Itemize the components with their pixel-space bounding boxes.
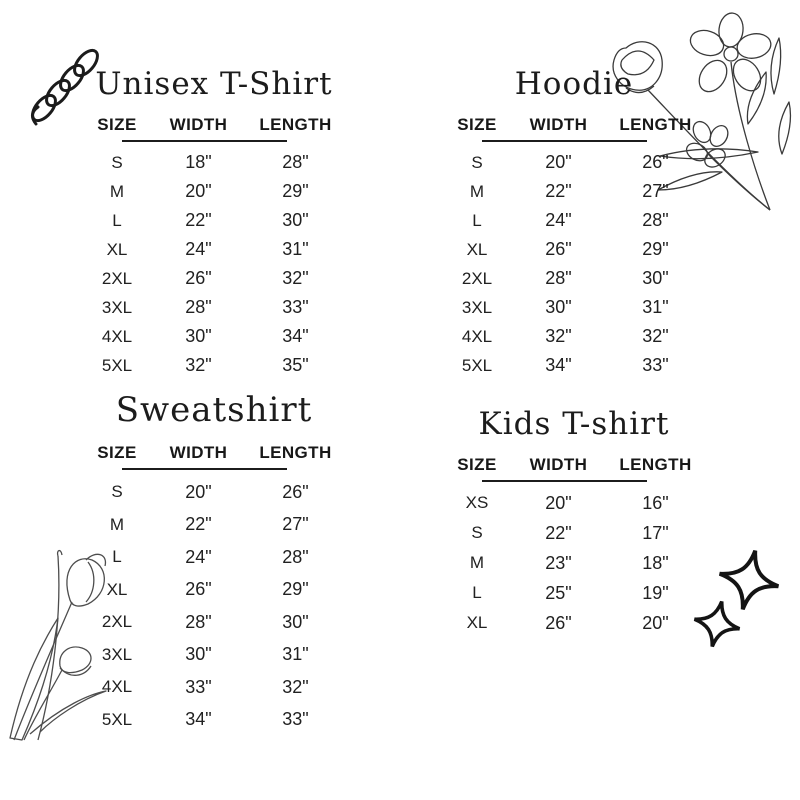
size-cell: XL bbox=[106, 579, 128, 599]
width-cell: 23" bbox=[545, 552, 572, 573]
width-cell: 34" bbox=[185, 709, 212, 730]
length-cell: 27" bbox=[282, 514, 309, 535]
column-header: SIZE bbox=[457, 115, 497, 134]
size-cell: 3XL bbox=[101, 644, 133, 664]
width-cell: 32" bbox=[185, 355, 212, 375]
column-header: LENGTH bbox=[619, 455, 692, 474]
table-title: Sweatshirt bbox=[115, 390, 313, 430]
length-cell: 31" bbox=[282, 239, 309, 259]
width-cell: 30" bbox=[545, 297, 572, 317]
size-cell: 5XL bbox=[101, 709, 133, 729]
width-cell: 26" bbox=[185, 268, 212, 288]
width-cell: 22" bbox=[185, 514, 212, 535]
width-cell: 26" bbox=[545, 612, 572, 633]
width-cell: 28" bbox=[545, 268, 572, 288]
width-cell: 22" bbox=[545, 181, 572, 201]
size-table-hoodie bbox=[444, 64, 704, 380]
width-cell: 20" bbox=[545, 492, 572, 513]
size-cell: M bbox=[469, 553, 485, 572]
size-table-kids-tshirt bbox=[444, 404, 704, 638]
width-cell: 30" bbox=[185, 644, 212, 665]
size-cell: 3XL bbox=[461, 297, 493, 317]
width-cell: 24" bbox=[185, 546, 212, 567]
size-cell: XS bbox=[465, 493, 489, 512]
width-cell: 22" bbox=[185, 210, 212, 230]
width-cell: 20" bbox=[545, 152, 572, 172]
width-cell: 28" bbox=[185, 297, 212, 317]
width-cell: 20" bbox=[185, 481, 212, 502]
size-cell: L bbox=[472, 210, 482, 230]
header-underline bbox=[482, 140, 647, 142]
size-cell: 5XL bbox=[461, 355, 493, 375]
size-cell: S bbox=[471, 523, 483, 542]
width-cell: 26" bbox=[185, 579, 212, 600]
size-cell: 2XL bbox=[101, 612, 133, 632]
size-table bbox=[84, 440, 344, 736]
size-cell: 4XL bbox=[101, 677, 133, 697]
length-cell: 29" bbox=[282, 579, 309, 600]
width-cell: 28" bbox=[185, 611, 212, 632]
length-cell: 27" bbox=[642, 181, 669, 201]
length-cell: 16" bbox=[642, 492, 669, 513]
length-cell: 26" bbox=[282, 481, 309, 502]
length-cell: 26" bbox=[642, 152, 669, 172]
width-cell: 20" bbox=[185, 181, 212, 201]
length-cell: 30" bbox=[282, 611, 309, 632]
size-table-sweatshirt bbox=[84, 388, 344, 736]
column-header: SIZE bbox=[457, 455, 497, 474]
header-underline bbox=[122, 468, 287, 470]
length-cell: 30" bbox=[642, 268, 669, 288]
size-table bbox=[444, 112, 704, 380]
size-cell: M bbox=[109, 514, 125, 534]
header-underline bbox=[482, 480, 647, 482]
length-cell: 29" bbox=[282, 181, 309, 201]
column-header: WIDTH bbox=[529, 115, 588, 134]
size-cell: 2XL bbox=[101, 268, 133, 288]
size-cell: 4XL bbox=[461, 326, 493, 346]
width-cell: 24" bbox=[545, 210, 572, 230]
width-cell: 33" bbox=[185, 676, 212, 697]
column-header: SIZE bbox=[97, 115, 137, 134]
length-cell: 28" bbox=[282, 152, 309, 172]
column-header: LENGTH bbox=[259, 115, 332, 134]
column-header: LENGTH bbox=[259, 443, 332, 462]
table-title: Hoodie bbox=[514, 66, 634, 102]
length-cell: 33" bbox=[642, 355, 669, 375]
table-title: Kids T-shirt bbox=[478, 406, 670, 442]
size-cell: S bbox=[471, 152, 483, 172]
length-cell: 20" bbox=[642, 612, 669, 633]
size-cell: M bbox=[109, 181, 125, 201]
size-table-unisex-tshirt bbox=[84, 64, 344, 380]
width-cell: 22" bbox=[545, 522, 572, 543]
length-cell: 34" bbox=[282, 326, 309, 346]
length-cell: 35" bbox=[282, 355, 309, 375]
column-header: WIDTH bbox=[529, 455, 588, 474]
header-underline bbox=[122, 140, 287, 142]
size-table bbox=[444, 452, 704, 638]
length-cell: 18" bbox=[642, 552, 669, 573]
size-cell: 4XL bbox=[101, 326, 133, 346]
length-cell: 33" bbox=[282, 709, 309, 730]
size-cell: S bbox=[111, 152, 123, 172]
size-cell: M bbox=[469, 181, 485, 201]
width-cell: 26" bbox=[545, 239, 572, 259]
column-header: WIDTH bbox=[169, 115, 228, 134]
length-cell: 19" bbox=[642, 582, 669, 603]
width-cell: 30" bbox=[185, 326, 212, 346]
size-cell: 3XL bbox=[101, 297, 133, 317]
size-cell: XL bbox=[466, 239, 488, 259]
size-cell: 2XL bbox=[461, 268, 493, 288]
width-cell: 18" bbox=[185, 152, 212, 172]
length-cell: 31" bbox=[642, 297, 669, 317]
length-cell: 32" bbox=[282, 268, 309, 288]
size-cell: XL bbox=[106, 239, 128, 259]
width-cell: 32" bbox=[545, 326, 572, 346]
size-cell: L bbox=[112, 547, 122, 567]
size-cell: L bbox=[112, 210, 122, 230]
width-cell: 24" bbox=[185, 239, 212, 259]
size-cell: XL bbox=[466, 613, 488, 632]
length-cell: 31" bbox=[282, 644, 309, 665]
column-header: SIZE bbox=[97, 443, 137, 462]
length-cell: 28" bbox=[642, 210, 669, 230]
length-cell: 28" bbox=[282, 546, 309, 567]
length-cell: 30" bbox=[282, 210, 309, 230]
sparkles-doodle-icon bbox=[692, 542, 784, 658]
length-cell: 29" bbox=[642, 239, 669, 259]
size-table bbox=[84, 112, 344, 380]
width-cell: 25" bbox=[545, 582, 572, 603]
size-cell: S bbox=[111, 482, 123, 502]
table-title: Unisex T-Shirt bbox=[95, 66, 333, 102]
column-header: LENGTH bbox=[619, 115, 692, 134]
column-header: WIDTH bbox=[169, 443, 228, 462]
size-cell: 5XL bbox=[101, 355, 133, 375]
length-cell: 32" bbox=[282, 676, 309, 697]
length-cell: 32" bbox=[642, 326, 669, 346]
length-cell: 33" bbox=[282, 297, 309, 317]
length-cell: 17" bbox=[642, 522, 669, 543]
size-cell: L bbox=[472, 583, 482, 602]
width-cell: 34" bbox=[545, 355, 572, 375]
